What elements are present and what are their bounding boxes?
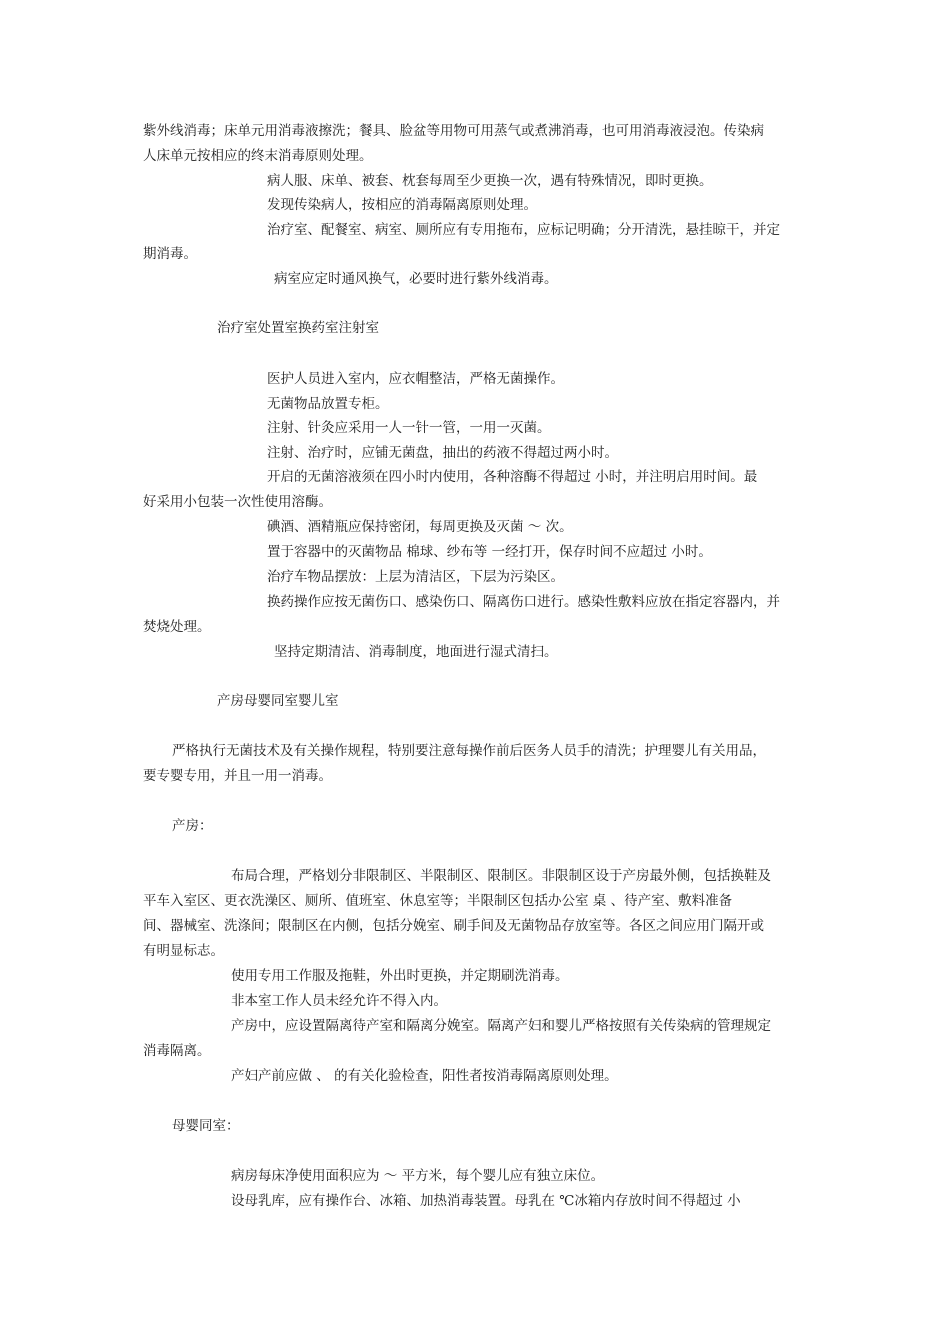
body-text-line: 开启的无菌溶液须在四小时内使用，各种溶酶不得超过 小时，并注明启用时间。最: [267, 469, 758, 485]
body-text-line: 治疗室、配餐室、病室、厕所应有专用拖布，应标记明确；分开清洗，悬挂晾干，并定: [267, 222, 780, 238]
section-heading: 产房母婴同室婴儿室: [217, 693, 339, 709]
body-text-line: 注射、针灸应采用一人一针一管，一用一灭菌。: [267, 420, 551, 436]
body-text-line: 使用专用工作服及拖鞋，外出时更换，并定期刷洗消毒。: [231, 968, 569, 984]
body-text-line: 要专婴专用，并且一用一消毒。: [143, 768, 332, 784]
body-text-line: 无菌物品放置专柜。: [267, 396, 389, 412]
body-text-line: 产妇产前应做 、 的有关化验检查，阳性者按消毒隔离原则处理。: [231, 1068, 618, 1084]
section-heading: 治疗室处置室换药室注射室: [217, 320, 379, 336]
subsection-heading: 产房：: [172, 818, 213, 834]
subsection-heading: 母婴同室：: [172, 1118, 240, 1134]
body-text-line: 碘酒、酒精瓶应保持密闭，每周更换及灭菌 ～ 次。: [267, 519, 573, 535]
body-text-line: 医护人员进入室内，应衣帽整洁，严格无菌操作。: [267, 371, 564, 387]
body-text-line: 治疗车物品摆放：上层为清洁区，下层为污染区。: [267, 569, 564, 585]
body-text-line: 注射、治疗时，应铺无菌盘，抽出的药液不得超过两小时。: [267, 445, 618, 461]
body-text-line: 产房中，应设置隔离待产室和隔离分娩室。隔离产妇和婴儿严格按照有关传染病的管理规定: [231, 1018, 771, 1034]
body-text-line: 焚烧处理。: [143, 619, 211, 635]
body-text-line: 病房每床净使用面积应为 ～ 平方米，每个婴儿应有独立床位。: [231, 1168, 605, 1184]
body-text-line: 人床单元按相应的终末消毒原则处理。: [143, 148, 373, 164]
body-text-line: 坚持定期清洁、消毒制度，地面进行湿式清扫。: [274, 644, 558, 660]
body-text-line: 有明显标志。: [143, 943, 224, 959]
body-text-line: 病人服、床单、被套、枕套每周至少更换一次，遇有特殊情况，即时更换。: [267, 173, 713, 189]
body-text-line: 置于容器中的灭菌物品 棉球、纱布等 一经打开，保存时间不应超过 小时。: [267, 544, 712, 560]
body-text-line: 消毒隔离。: [143, 1043, 211, 1059]
body-text-line: 设母乳库，应有操作台、冰箱、加热消毒装置。母乳在 ℃冰箱内存放时间不得超过 小: [231, 1193, 741, 1209]
body-text-line: 布局合理，严格划分非限制区、半限制区、限制区。非限制区设于产房最外侧，包括换鞋及: [231, 868, 771, 884]
body-text-line: 平车入室区、更衣洗澡区、厕所、值班室、休息室等；半限制区包括办公室 桌 、待产室、敷料准备: [143, 893, 733, 909]
body-text-line: 发现传染病人，按相应的消毒隔离原则处理。: [267, 197, 537, 213]
body-text-line: 期消毒。: [143, 246, 197, 262]
body-text-line: 病室应定时通风换气，必要时进行紫外线消毒。: [274, 271, 558, 287]
body-text-line: 间、器械室、洗涤间；限制区在内侧，包括分娩室、刷手间及无菌物品存放室等。各区之间应用门隔开或: [143, 918, 764, 934]
body-text-line: 换药操作应按无菌伤口、感染伤口、隔离伤口进行。感染性敷料应放在指定容器内，并: [267, 594, 780, 610]
body-text-line: 非本室工作人员未经允许不得入内。: [231, 993, 447, 1009]
body-text-line: 严格执行无菌技术及有关操作规程，特别要注意每操作前后医务人员手的清洗；护理婴儿有关用品，: [172, 743, 766, 759]
body-text-line: 好采用小包装一次性使用溶酶。: [143, 494, 332, 510]
body-text-line: 紫外线消毒；床单元用消毒液擦洗；餐具、脸盆等用物可用蒸气或煮沸消毒，也可用消毒液浸泡。传染病: [143, 123, 764, 139]
